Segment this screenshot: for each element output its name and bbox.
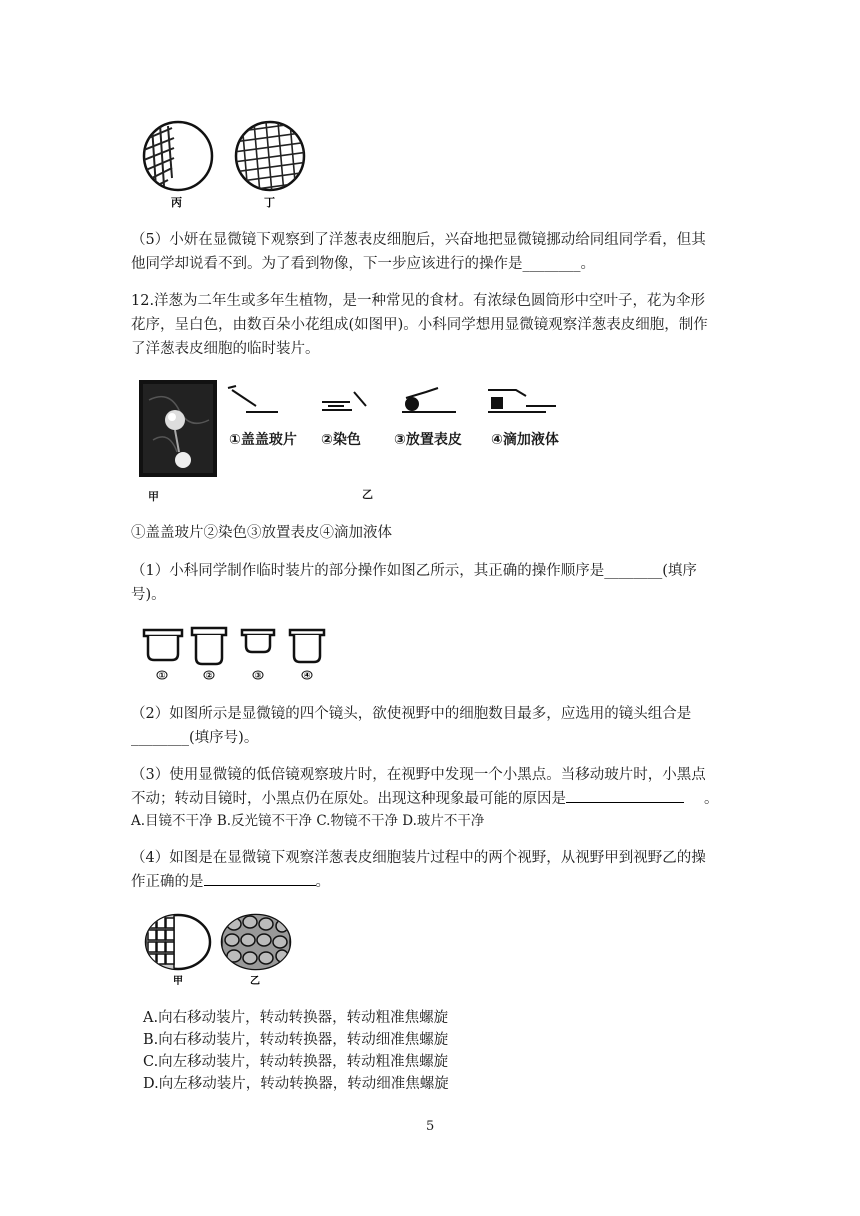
- lens-label-2: ②: [205, 671, 213, 680]
- sub3-line2: [131, 788, 719, 810]
- sub3-line1: （3）使用显微镜的低倍镜观察玻片时，在视野中发现一个小黑点。当移动玻片时，小黑点: [131, 767, 706, 783]
- sub2-line2: ________(填序号)。: [131, 730, 259, 746]
- figure-lenses: [142, 626, 342, 682]
- step-cover-slip-icon: [228, 386, 278, 412]
- label-jia: 甲: [148, 490, 159, 503]
- label-yi: 乙: [362, 488, 373, 501]
- sub4-line2-text: 作正确的是: [131, 874, 204, 890]
- lens-2-icon: [192, 628, 226, 664]
- sub1-line1: （1）小科同学制作临时装片的部分操作如图乙所示，其正确的操作顺序是________(填序: [131, 563, 697, 579]
- steps-caption: ①盖盖玻片②染色③放置表皮④滴加液体: [131, 525, 392, 541]
- option-b[interactable]: B.向右移动装片，转动转换器，转动细准焦螺旋: [143, 1032, 449, 1048]
- sub4-line2: [131, 871, 330, 893]
- step-label-1: ①盖盖玻片: [229, 432, 297, 448]
- sub3-line2-text: 不动；转动目镜时，小黑点仍在原处。出现这种现象最可能的原因是: [131, 791, 566, 807]
- sub4-line2-end: 。: [315, 874, 330, 890]
- q5-line2: 他同学却说看不到。为了看到物像，下一步应该进行的操作是________。: [131, 256, 595, 272]
- q5-line1: （5）小妍在显微镜下观察到了洋葱表皮细胞后，兴奋地把显微镜挪动给同组同学看，但其: [131, 232, 706, 248]
- step-label-2: ②染色: [321, 432, 361, 448]
- view-label-jia: 甲: [173, 976, 183, 987]
- sub3-choices: A.目镜不干净 B.反光镜不干净 C.物镜不干净 D.玻片不干净: [131, 813, 485, 829]
- sub3-line2-end: 。: [704, 791, 719, 807]
- lens-1-icon: [144, 630, 182, 660]
- option-c[interactable]: C.向左移动装片，转动转换器，转动粗准焦螺旋: [143, 1054, 449, 1070]
- option-d[interactable]: D.向左移动装片，转动转换器，转动细准焦螺旋: [143, 1076, 449, 1092]
- option-a[interactable]: A.向右移动装片，转动转换器，转动粗准焦螺旋: [143, 1010, 449, 1026]
- step-stain-icon: [322, 392, 366, 410]
- step-place-epidermis-icon: [402, 388, 456, 412]
- sub2-line1: （2）如图所示是显微镜的四个镜头，欲使视野中的细胞数目最多，应选用的镜头组合是: [131, 706, 692, 722]
- q12-line3: 了洋葱表皮细胞的临时装片。: [131, 341, 320, 357]
- view-label-yi: 乙: [250, 976, 260, 987]
- sub4-answer-blank[interactable]: [204, 871, 316, 886]
- page-number: 5: [426, 1119, 435, 1134]
- q12-line1: 12.洋葱为二年生或多年生植物，是一种常见的食材。有浓绿色圆筒形中空叶子，花为伞形: [131, 293, 706, 309]
- sub4-line1: （4）如图是在显微镜下观察洋葱表皮细胞装片过程中的两个视野，从视野甲到视野乙的操: [131, 850, 706, 866]
- step-label-3: ③放置表皮: [394, 432, 462, 448]
- step-add-liquid-icon: [488, 390, 556, 412]
- lens-label-4: ④: [303, 671, 311, 680]
- figure-views-jia-yi: [144, 912, 304, 992]
- step-label-4: ④滴加液体: [491, 432, 559, 448]
- figure-bing-ding: [138, 118, 318, 214]
- figure-steps: [226, 384, 586, 420]
- label-bing: 丙: [171, 196, 182, 209]
- figure-onion-flower: [139, 380, 217, 477]
- label-ding: 丁: [264, 196, 275, 209]
- sub1-line2: 号)。: [131, 587, 166, 603]
- q12-line2: 花序，呈白色，由数百朵小花组成(如图甲)。小科同学想用显微镜观察洋葱表皮细胞，制作: [131, 317, 708, 333]
- lens-3-icon: [242, 630, 274, 652]
- lens-label-1: ①: [158, 671, 166, 680]
- step-labels: [229, 429, 589, 449]
- lens-4-icon: [290, 630, 324, 662]
- lens-label-3: ③: [254, 671, 262, 680]
- sub3-answer-blank[interactable]: [566, 788, 684, 803]
